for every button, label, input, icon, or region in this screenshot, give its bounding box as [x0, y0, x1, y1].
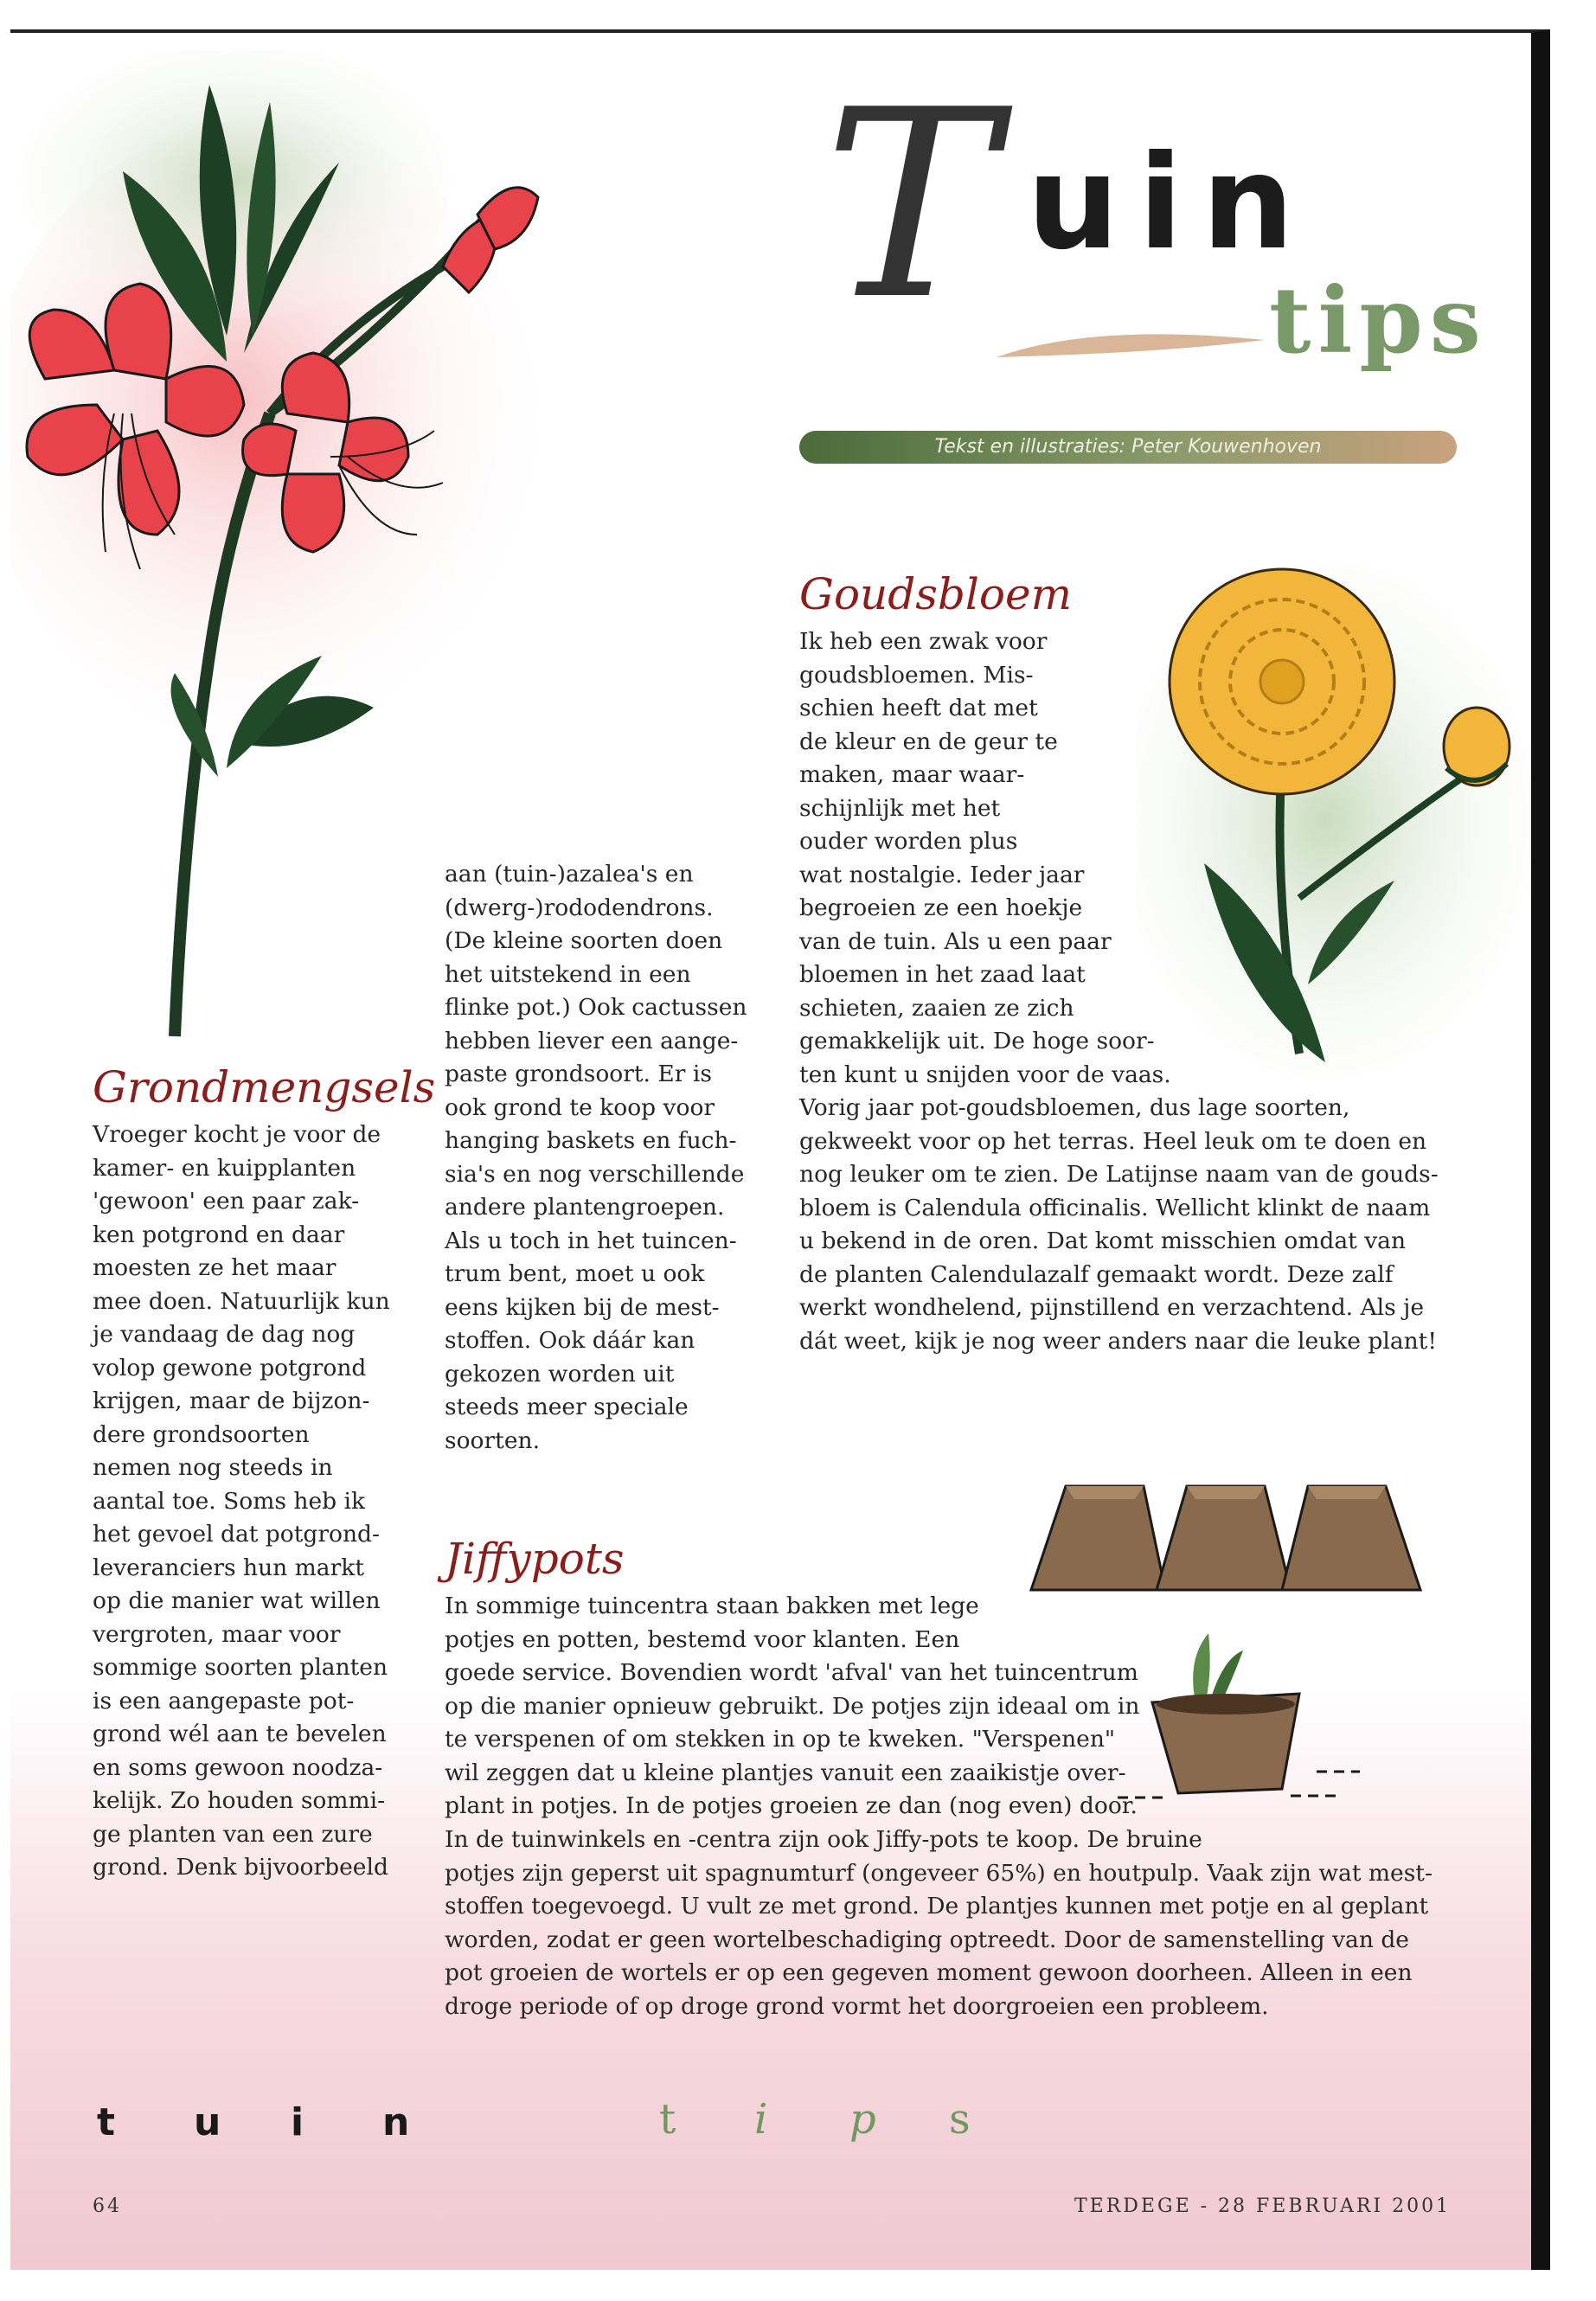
title-word-tips: tips	[1269, 266, 1488, 374]
title-brush-stroke	[988, 305, 1273, 375]
goudsbloem-text: Ik heb een zwak voor goudsbloemen. Mis- schien heeft dat met de kleur en de geur te maken, maar waar- schijnlijk met het ouder worden plus wat nostalgie. Ieder jaar begroeien ze een hoekje van de tuin. Als u een paar bloemen in het zaad laat schieten, zaaien ze zich gemakkelijk uit. De hoge soor- ten kunt u snijden voor de vaas. Vorig jaar pot-goudsbloemen, dus lage soorten, gekweekt voor op het terras. Heel leuk om te doen en nog leuker om te zien. De Latijnse naam van de gouds- bloem is Calendula officinalis. Wellicht klinkt de naam u bekend in de oren. Dat komt misschien omdat van de planten Calendulazalf gemaakt wordt. Deze zalf werkt wondhelend, pijnstillend en verzachtend. Als je dát weet, kijk je nog weer anders naar die leuke plant!	[799, 628, 1439, 1355]
footer-tips-i: i	[754, 2095, 768, 2144]
footer-tuin-n: n	[382, 2100, 410, 2144]
footer-tips-p: p	[849, 2095, 876, 2144]
credit-banner: Tekst en illustraties: Peter Kouwenhoven	[799, 431, 1457, 464]
jiffypots-text-bottom: In de tuinwinkels en -centra zijn ook Jiffy-pots te koop. De bruine potjes zijn geperst uit spagnumturf (ongeveer 65%) en houtpulp. Vaak zijn wat mest- stoffen toegevoegd. U vult ze met grond. De plantjes kunnen met potje en al geplant worden, zodat er geen wortelbeschadiging optreedt. Door de samenstelling van de pot groeien de wortels er op een gegeven moment gewoon doorheen. Alleen in een droge periode of op droge grond vormt het doorgroeien een probleem.	[445, 1826, 1433, 2020]
jiffypots-text-top: In sommige tuincentra staan bakken met lege potjes en potten, bestemd voor klanten. Een goede service. Bovendien wordt 'afval' van het tuincentrum op die manier opnieuw gebruikt. De potjes zijn ideaal om in te verspenen of om stekken in op te kweken. "Verspenen" wil zeggen dat u kleine plantjes vanuit een zaaikistje over- plant in potjes. In de potjes groeien ze dan (nog even) door.	[445, 1593, 1140, 1819]
jiffypots-heading: Jiffypots	[445, 1534, 625, 1584]
title-initial-letter: T	[824, 54, 997, 356]
footer-tuin-u: u	[194, 2100, 221, 2144]
publication-info: TERDEGE - 28 FEBRUARI 2001	[1074, 2195, 1452, 2217]
page-number: 64	[93, 2195, 122, 2217]
grondmengsels-text-left: Vroeger kocht je voor de kamer- en kuipplanten 'gewoon' een paar zak- ken potgrond en daar moesten ze het maar mee doen. Natuurlijk kun je vandaag de dag nog volop gewone potgrond krijgen, maar de bijzon- dere grondsoorten nemen nog steeds in aantal toe. Soms heb ik het gevoel dat potgrond- leveranciers hun markt op die manier wat willen vergroten, maar voor sommige soorten planten is een aangepaste pot- grond wél aan te bevelen en soms gewoon noodza- kelijk. Zo houden sommi- ge planten van een zure grond. Denk bijvoorbeeld	[93, 1121, 390, 1881]
title-word-uin: uin	[1027, 128, 1313, 279]
magazine-page	[10, 29, 1550, 2270]
goudsbloem-heading: Goudsbloem	[799, 569, 1073, 619]
footer-tuin-t: t	[97, 2100, 116, 2144]
footer-tips-t: t	[659, 2095, 676, 2144]
footer-tuin-i: i	[291, 2100, 304, 2144]
grondmengsels-heading: Grondmengsels	[93, 1062, 436, 1112]
footer-tips-s: s	[949, 2095, 971, 2144]
grondmengsels-text-middle: aan (tuin-)azalea's en (dwerg-)rododendrons. (De kleine soorten doen het uitstekend in een flinke pot.) Ook cactussen hebben liever een aange- paste grondsoort. Er is ook grond te koop voor hanging baskets en fuch- sia's en nog verschillende andere plantengroepen. Als u toch in het tuincen- trum bent, moet u ook eens kijken bij de mest- stoffen. Ook dáár kan gekozen worden uit steeds meer speciale soorten.	[445, 861, 747, 1454]
